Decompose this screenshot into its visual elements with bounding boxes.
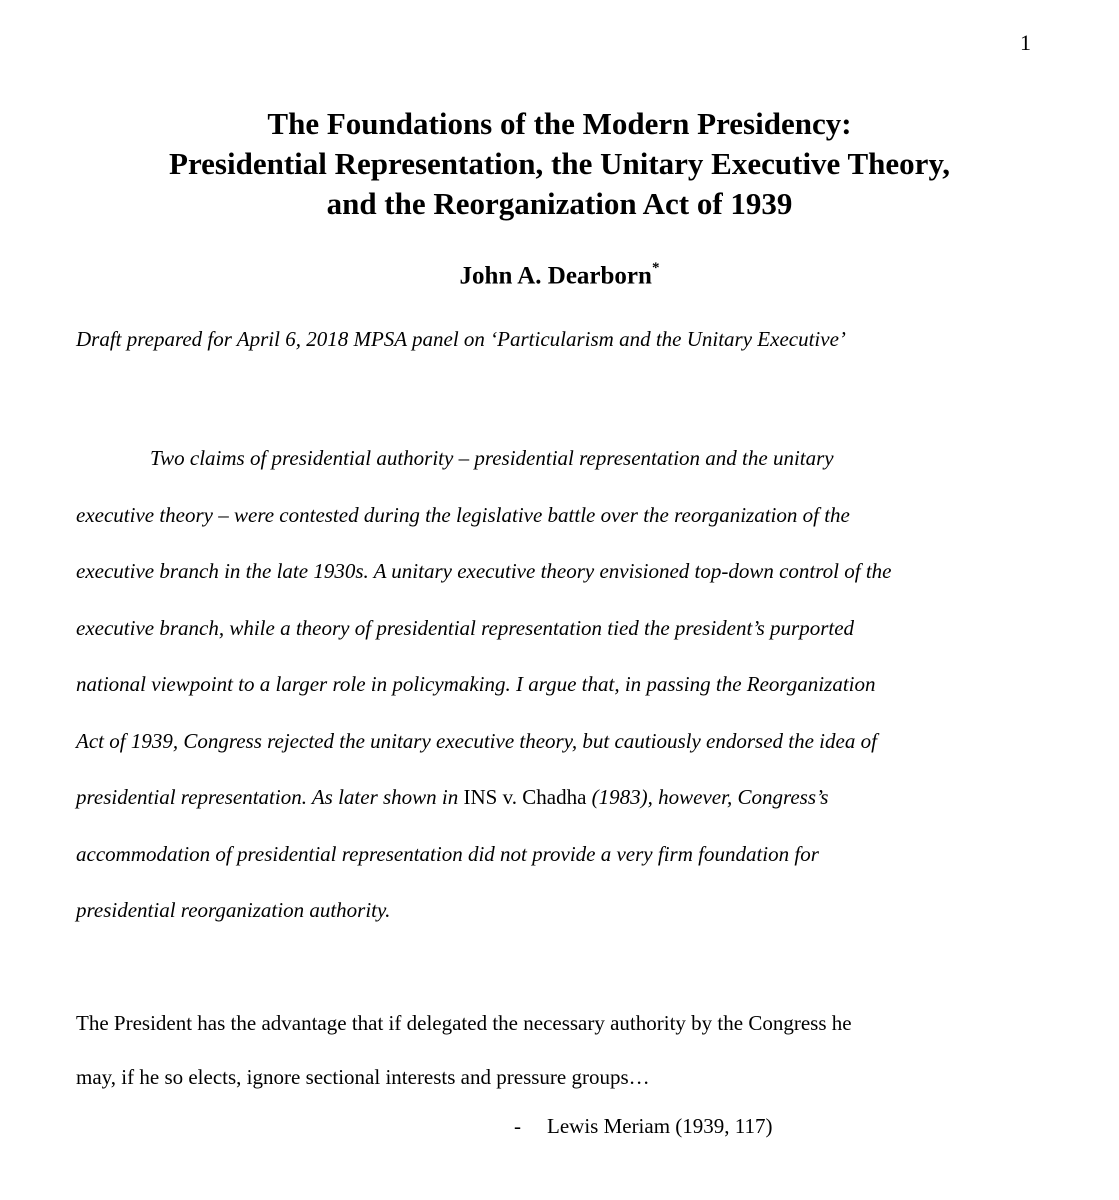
epigraph-line: The President has the advantage that if delegated the necessary authority by the Congress he <box>76 1011 852 1035</box>
abstract-text: presidential representation. As later shown in <box>76 785 464 809</box>
abstract-line <box>76 769 1046 826</box>
abstract-line: executive branch, while a theory of presidential representation tied the president’s purported <box>76 615 855 640</box>
author-footnote-mark: * <box>651 260 660 276</box>
epigraph-line: may, if he so elects, ignore sectional interests and pressure groups… <box>76 1065 650 1089</box>
title-line-2: Presidential Representation, the Unitary Executive Theory, <box>169 146 950 181</box>
abstract-line: executive branch in the late 1930s. A unitary executive theory envisioned top-down control of the <box>76 559 892 583</box>
attribution-source: Lewis Meriam (1939, 117) <box>547 1114 773 1138</box>
epigraph-quote <box>76 996 1056 1104</box>
abstract-line: presidential reorganization authority. <box>76 898 391 922</box>
title-line-1: The Foundations of the Modern Presidency: <box>267 106 852 141</box>
case-citation: INS v. Chadha <box>463 785 587 809</box>
abstract <box>76 430 1046 939</box>
author <box>0 262 1119 290</box>
paper-title <box>0 104 1119 224</box>
abstract-line: accommodation of presidential representation did not provide a very firm foundation for <box>76 841 819 866</box>
draft-note: Draft prepared for April 6, 2018 MPSA panel on ‘Particularism and the Unitary Executive’ <box>76 327 846 351</box>
epigraph-attribution <box>514 1114 773 1139</box>
abstract-text: (1983), however, Congress’s <box>586 785 829 809</box>
attribution-dash: - <box>514 1114 521 1138</box>
abstract-line: national viewpoint to a larger role in policymaking. I argue that, in passing the Reorganization <box>76 672 876 696</box>
abstract-line: Two claims of presidential authority – presidential representation and the unitary <box>150 446 834 470</box>
abstract-line: executive theory – were contested during the legislative battle over the reorganization of the <box>76 502 850 527</box>
author-name: John A. Dearborn <box>459 262 652 290</box>
page-number: 1 <box>1020 30 1031 55</box>
title-line-3: and the Reorganization Act of 1939 <box>326 186 793 221</box>
abstract-line: Act of 1939, Congress rejected the unitary executive theory, but cautiously endorsed the idea of <box>76 728 877 753</box>
